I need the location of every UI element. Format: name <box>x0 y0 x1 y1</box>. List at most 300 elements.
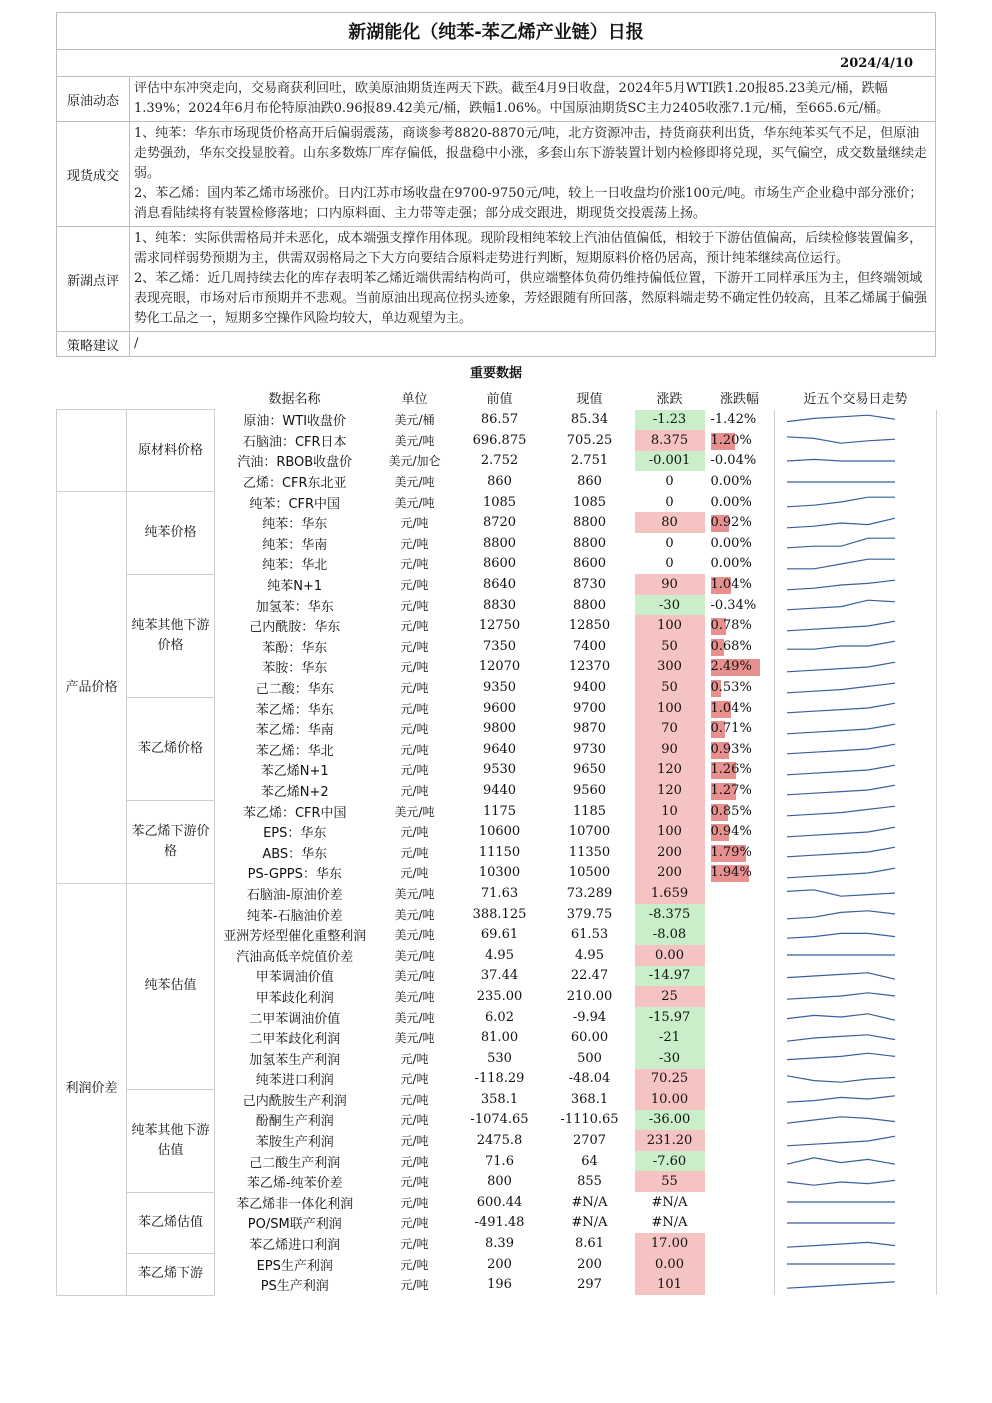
cell-unit: 元/吨 <box>400 763 429 778</box>
sparkline-path <box>787 415 895 421</box>
cell-change-pct <box>705 533 775 554</box>
sparkline-path <box>787 621 895 631</box>
cell-prev-value: 81.00 <box>480 1030 519 1046</box>
cell-curr-value: 8800 <box>572 515 607 531</box>
sparkline-path <box>787 437 895 443</box>
trend-cell <box>775 1254 937 1275</box>
cell-prev-value: 86.57 <box>480 412 519 428</box>
trend-cell <box>775 698 937 719</box>
cell-prev-value: 4.95 <box>485 947 514 963</box>
trend-cell <box>775 863 937 884</box>
cell-curr-value: 1185 <box>572 803 607 819</box>
cell-name: 二甲苯调油价值 <box>249 1011 341 1027</box>
cell-change: 0.00 <box>635 1254 705 1275</box>
pct-text: 0.85% <box>710 803 752 819</box>
cell-name: PO/SM联产利润 <box>247 1217 342 1233</box>
trend-cell <box>775 1213 937 1234</box>
cell-curr-value: 12370 <box>568 659 611 675</box>
cell-change: 50 <box>635 677 705 698</box>
sparkline-path <box>787 1117 895 1123</box>
cell-change: 200 <box>635 842 705 863</box>
cell-change-pct <box>705 1213 775 1234</box>
trend-cell <box>775 718 937 739</box>
cell-change: -8.08 <box>635 924 705 945</box>
cell-unit: 元/吨 <box>400 639 429 654</box>
sparkline-path <box>787 703 895 713</box>
cell-unit: 元/吨 <box>400 701 429 716</box>
pct-text: 2.49% <box>710 659 752 675</box>
cell-prev-value: 10600 <box>478 824 521 840</box>
sparkline-path <box>787 1034 895 1040</box>
pct-text: -0.34% <box>710 597 757 613</box>
sparkline-path <box>787 1053 895 1059</box>
cell-change-pct <box>705 636 775 657</box>
category-cell: 利润价差 <box>57 883 127 1295</box>
sparkline-path <box>787 539 895 549</box>
section-text <box>130 227 936 332</box>
cell-unit: 美元/吨 <box>394 475 435 490</box>
cell-unit: 元/吨 <box>400 1216 429 1231</box>
sparkline-path <box>787 1136 895 1146</box>
sparkline-path <box>787 497 895 507</box>
cell-change-pct <box>705 863 775 884</box>
cell-prev-value: 696.875 <box>472 432 527 448</box>
cell-change-pct <box>705 883 775 904</box>
cell-prev-value: 8.39 <box>485 1236 514 1252</box>
cell-unit: 美元/吨 <box>394 969 435 984</box>
sparkline-path <box>787 724 895 734</box>
cell-change-pct <box>705 760 775 781</box>
cell-unit: 元/吨 <box>400 660 429 675</box>
cell-change: 100 <box>635 615 705 636</box>
cell-prev-value: 6.02 <box>485 1009 514 1025</box>
cell-change: 0 <box>665 494 674 510</box>
cell-curr-value: 8.61 <box>575 1236 604 1252</box>
sparkline-path <box>787 933 895 938</box>
cell-change-pct <box>705 1048 775 1069</box>
cell-prev-value: 8640 <box>482 577 517 593</box>
cell-curr-value: 210.00 <box>566 988 613 1004</box>
cell-change: -30 <box>635 595 705 616</box>
sparkline-path <box>787 1242 895 1247</box>
sparkline-path <box>787 459 895 461</box>
cell-unit: 美元/吨 <box>394 948 435 963</box>
cell-change: 70.25 <box>635 1069 705 1090</box>
cell-curr-value: 200 <box>577 1256 602 1272</box>
cell-prev-value: 1085 <box>482 494 517 510</box>
cell-name: 苯胺：华东 <box>262 661 328 677</box>
cell-name: ABS：华东 <box>262 846 328 862</box>
sparkline <box>775 1172 935 1192</box>
column-header: 涨跌幅 <box>719 391 759 407</box>
sparkline <box>775 966 935 986</box>
trend-cell <box>775 657 937 678</box>
subcategory-cell: 纯苯其他下游价格 <box>127 574 215 698</box>
cell-change-pct <box>705 657 775 678</box>
table-title: 重要数据 <box>469 365 522 381</box>
sparkline-path <box>787 580 895 590</box>
section-label: 策略建议 <box>57 332 130 357</box>
pct-text: 0.94% <box>710 824 752 840</box>
cell-unit: 元/吨 <box>400 742 429 757</box>
sparkline <box>775 1089 935 1109</box>
cell-curr-value: 379.75 <box>566 906 613 922</box>
cell-unit: 美元/吨 <box>394 886 435 901</box>
section-paragraph: 1、纯苯：实际供需格局并未恶化，成本端强支撑作用体现。现阶段相纯苯较上汽油估值偏低，相较于下游估值偏高，后续检修装置偏多，需求同样弱势预期为主，供需双弱格局之下大方向要结合原料走势进行判断，短期原料价格仍居高，预计纯苯继续高位运行。 <box>134 231 923 266</box>
cell-curr-value: 2707 <box>572 1133 607 1149</box>
cell-curr-value: 10700 <box>568 824 611 840</box>
trend-cell <box>775 1048 937 1069</box>
cell-change-pct <box>705 718 775 739</box>
subcategory-cell: 纯苯价格 <box>127 492 215 574</box>
sparkline-path <box>787 1180 895 1185</box>
cell-change-pct <box>705 410 775 431</box>
sparkline <box>775 822 935 842</box>
sparkline <box>775 1007 935 1027</box>
cell-unit: 元/吨 <box>400 516 429 531</box>
cell-prev-value: 9640 <box>482 741 517 757</box>
cell-change-pct <box>705 842 775 863</box>
cell-curr-value: 4.95 <box>575 947 604 963</box>
cell-change-pct <box>705 698 775 719</box>
cell-name: 纯苯N+1 <box>267 579 323 595</box>
trend-cell <box>775 904 937 925</box>
table-row <box>57 492 937 513</box>
cell-change-pct <box>705 1069 775 1090</box>
cell-prev-value: 9440 <box>482 782 517 798</box>
sparkline-path <box>787 973 895 979</box>
cell-prev-value: -118.29 <box>474 1071 525 1087</box>
cell-curr-value: -1110.65 <box>560 1112 619 1128</box>
trend-cell <box>775 1089 937 1110</box>
cell-curr-value: -48.04 <box>568 1071 611 1087</box>
cell-name: 苯酚：华东 <box>262 640 328 656</box>
table-row <box>57 698 937 719</box>
cell-name: 乙烯：CFR东北亚 <box>242 476 347 492</box>
cell-prev-value: -491.48 <box>474 1215 525 1231</box>
sparkline-path <box>787 600 895 610</box>
cell-name: 苯乙烯：华南 <box>255 723 334 739</box>
key-data-table <box>56 385 937 1296</box>
cell-change: 1.659 <box>635 883 705 904</box>
cell-unit: 元/吨 <box>400 866 429 881</box>
sparkline <box>775 657 935 677</box>
cell-prev-value: -1074.65 <box>470 1112 529 1128</box>
cell-change: 50 <box>635 636 705 657</box>
section-text <box>130 332 936 357</box>
sparkline-path <box>787 662 895 672</box>
report-header-table <box>56 12 936 357</box>
sparkline <box>775 1131 935 1151</box>
cell-change: -36.00 <box>635 1110 705 1131</box>
sparkline <box>775 1275 935 1295</box>
cell-change-pct <box>705 1027 775 1048</box>
subcategory-cell: 苯乙烯下游价格 <box>127 801 215 883</box>
column-header: 现值 <box>576 391 603 407</box>
cell-curr-value: 64 <box>581 1153 598 1169</box>
cell-unit: 元/吨 <box>400 619 429 634</box>
cell-unit: 元/吨 <box>400 845 429 860</box>
cell-prev-value: 600.44 <box>476 1194 523 1210</box>
cell-name: EPS：华东 <box>263 826 327 842</box>
sparkline-path <box>787 1014 895 1020</box>
cell-change: 70 <box>635 718 705 739</box>
cell-change: 25 <box>635 986 705 1007</box>
sparkline-path <box>787 993 895 999</box>
cell-unit: 元/吨 <box>400 1257 429 1272</box>
sparkline <box>775 616 935 636</box>
cell-unit: 美元/吨 <box>394 907 435 922</box>
pct-text: 0.00% <box>710 474 752 490</box>
trend-cell <box>775 430 937 451</box>
sparkline <box>775 513 935 533</box>
column-header: 涨跌 <box>656 391 683 407</box>
trend-cell <box>775 883 937 904</box>
cell-unit: 元/吨 <box>400 1072 429 1087</box>
pct-text: 1.26% <box>710 762 752 778</box>
sparkline-path <box>787 806 895 816</box>
sparkline <box>775 945 935 965</box>
sparkline <box>775 760 935 780</box>
table-row <box>57 410 937 431</box>
cell-name: 汽油高低辛烷值价差 <box>236 949 354 965</box>
report-sheet <box>56 12 936 1296</box>
cell-prev-value: 235.00 <box>476 988 523 1004</box>
cell-prev-value: 358.1 <box>480 1091 519 1107</box>
sparkline <box>775 925 935 945</box>
cell-change-pct <box>705 966 775 987</box>
cell-prev-value: 196 <box>487 1277 512 1293</box>
table-row <box>57 1254 937 1275</box>
cell-name: 苯乙烯-纯苯价差 <box>246 1176 343 1192</box>
sparkline <box>775 986 935 1006</box>
sparkline-path <box>787 1158 895 1164</box>
pct-text: 0.78% <box>710 618 752 634</box>
cell-name: 苯胺生产利润 <box>255 1135 334 1151</box>
cell-unit: 元/吨 <box>400 557 429 572</box>
cell-curr-value: -9.94 <box>572 1009 607 1025</box>
cell-curr-value: 1085 <box>572 494 607 510</box>
section-label: 现货成交 <box>57 122 130 227</box>
category-cell: 产品价格 <box>57 492 127 883</box>
cell-curr-value: 8800 <box>572 597 607 613</box>
section-paragraph: 2、苯乙烯：近几周持续去化的库存表明苯乙烯近端供需结构尚可，供应端整体负荷仍维持偏低位置，下游开工同样承压为主，但终端领域表现亮眼，市场对后市预期并不悲观。当前原油出现高位拐头迹象，芳烃跟随有所回落，然原料端走势不确定性仍较高，且苯乙烯属于偏强势化工品之一，短期多空操作风险均较大，单边观望为主。 <box>134 271 928 326</box>
cell-unit: 元/吨 <box>400 722 429 737</box>
sparkline <box>775 492 935 512</box>
cell-curr-value: 10500 <box>568 865 611 881</box>
cell-prev-value: 71.63 <box>480 885 519 901</box>
cell-change: 0 <box>665 474 674 490</box>
cell-unit: 元/吨 <box>400 1154 429 1169</box>
sparkline-path <box>787 847 895 857</box>
cell-unit: 美元/吨 <box>394 495 435 510</box>
cell-change-pct <box>705 986 775 1007</box>
cell-unit: 美元/桶 <box>394 413 435 428</box>
trend-cell <box>775 801 937 822</box>
cell-change: 120 <box>635 760 705 781</box>
sparkline-path <box>787 642 895 650</box>
cell-change: #N/A <box>651 1194 688 1210</box>
pct-text: -0.04% <box>710 453 757 469</box>
cell-curr-value: 500 <box>577 1050 602 1066</box>
cell-unit: 美元/吨 <box>394 804 435 819</box>
sparkline <box>775 719 935 739</box>
trend-cell <box>775 924 937 945</box>
cell-curr-value: 9650 <box>572 762 607 778</box>
column-header: 数据名称 <box>268 391 321 407</box>
cell-prev-value: 9600 <box>482 700 517 716</box>
trend-cell <box>775 410 937 431</box>
trend-cell <box>775 636 937 657</box>
pct-text: 0.68% <box>710 638 752 654</box>
sparkline <box>775 1048 935 1068</box>
cell-change: 100 <box>635 821 705 842</box>
cell-change-pct <box>705 574 775 595</box>
cell-name: 石脑油-原油价差 <box>246 887 343 903</box>
pct-text: 1.94% <box>710 865 752 881</box>
cell-change-pct <box>705 471 775 492</box>
cell-name: 纯苯：CFR中国 <box>249 496 341 512</box>
table-row <box>57 801 937 822</box>
sparkline-path <box>787 518 895 528</box>
cell-change-pct <box>705 904 775 925</box>
cell-prev-value: 860 <box>487 474 512 490</box>
cell-prev-value: 69.61 <box>480 927 519 943</box>
cell-curr-value: #N/A <box>571 1194 608 1210</box>
table-row <box>57 1089 937 1110</box>
cell-change: -0.001 <box>635 451 705 472</box>
cell-curr-value: 860 <box>577 474 602 490</box>
cell-change: -1.23 <box>635 410 705 431</box>
sparkline <box>775 904 935 924</box>
cell-change: 10 <box>635 801 705 822</box>
cell-prev-value: 8720 <box>482 515 517 531</box>
cell-name: 甲苯歧化利润 <box>255 990 334 1006</box>
trend-cell <box>775 1110 937 1131</box>
sparkline <box>775 451 935 471</box>
trend-cell <box>775 821 937 842</box>
sparkline <box>775 1254 935 1274</box>
section-paragraph: 2、苯乙烯：国内苯乙烯市场涨价。日内江苏市场收盘在9700-9750元/吨，较上一日收盘均价涨100元/吨。市场生产企业稳中部分涨价；消息看陆续将有装置检修落地；口内原料面、主力带等走强；部分成交跟进，期现货交投震荡上扬。 <box>134 186 923 221</box>
cell-curr-value: 705.25 <box>566 432 613 448</box>
sparkline-path <box>787 559 895 569</box>
cell-change-pct <box>705 1089 775 1110</box>
sparkline <box>775 678 935 698</box>
sparkline <box>775 533 935 553</box>
sparkline <box>775 698 935 718</box>
sparkline-path <box>787 786 895 796</box>
sparkline <box>775 472 935 492</box>
trend-cell <box>775 760 937 781</box>
cell-prev-value: 530 <box>487 1050 512 1066</box>
cell-name: 原油：WTI收盘价 <box>243 414 347 430</box>
cell-curr-value: 8600 <box>572 556 607 572</box>
cell-name: PS生产利润 <box>260 1279 329 1295</box>
trend-cell <box>775 1130 937 1151</box>
cell-change-pct <box>705 451 775 472</box>
trend-cell <box>775 739 937 760</box>
cell-change: 80 <box>635 512 705 533</box>
cell-name: 己内酰胺生产利润 <box>242 1093 347 1109</box>
cell-change: 17.00 <box>635 1233 705 1254</box>
cell-change: 0 <box>665 535 674 551</box>
sparkline <box>775 1213 935 1233</box>
cell-unit: 元/吨 <box>400 1195 429 1210</box>
cell-curr-value: 9730 <box>572 741 607 757</box>
cell-unit: 美元/吨 <box>394 928 435 943</box>
cell-unit: 美元/吨 <box>394 1031 435 1046</box>
trend-cell <box>775 677 937 698</box>
cell-name: 甲苯调油价值 <box>255 970 334 986</box>
trend-cell <box>775 1192 937 1213</box>
cell-change: 231.20 <box>635 1130 705 1151</box>
cell-prev-value: 8800 <box>482 535 517 551</box>
cell-curr-value: 8730 <box>572 577 607 593</box>
cell-unit: 元/吨 <box>400 1051 429 1066</box>
category-cell <box>57 410 127 492</box>
section-paragraph: 评估中东冲突走向，交易商获利回吐，欧美原油期货连两天下跌。截至4月9日收盘，2024年5月WTI跌1.20报85.23美元/桶，跌幅1.39%；2024年6月布伦特原油跌0.96报89.42美元/桶，跌幅1.06%。中国原油期货SC主力2405收涨7.1元/桶，至665.6元/桶。 <box>134 81 890 116</box>
cell-change-pct <box>705 780 775 801</box>
pct-text: 1.27% <box>710 782 752 798</box>
cell-name: 苯乙烯：CFR中国 <box>242 805 347 821</box>
trend-cell <box>775 1151 937 1172</box>
trend-cell <box>775 945 937 966</box>
cell-curr-value: 9700 <box>572 700 607 716</box>
cell-name: 苯乙烯非一体化利润 <box>236 1196 354 1212</box>
cell-name: 纯苯进口利润 <box>255 1073 334 1089</box>
trend-cell <box>775 512 937 533</box>
sparkline-path <box>787 683 895 693</box>
sparkline <box>775 780 935 800</box>
cell-unit: 元/吨 <box>400 1175 429 1190</box>
cell-prev-value: 8830 <box>482 597 517 613</box>
cell-prev-value: 200 <box>487 1256 512 1272</box>
cell-change-pct <box>705 554 775 575</box>
trend-cell <box>775 966 937 987</box>
sparkline <box>775 842 935 862</box>
cell-prev-value: 2.752 <box>480 453 519 469</box>
cell-unit: 元/吨 <box>400 681 429 696</box>
cell-unit: 美元/吨 <box>394 1010 435 1025</box>
sparkline <box>775 1028 935 1048</box>
cell-curr-value: 368.1 <box>570 1091 609 1107</box>
trend-cell <box>775 1027 937 1048</box>
pct-text: 1.20% <box>710 432 752 448</box>
cell-change: -14.97 <box>635 966 705 987</box>
sparkline <box>775 801 935 821</box>
trend-cell <box>775 986 937 1007</box>
subcategory-cell: 苯乙烯价格 <box>127 698 215 801</box>
cell-change: 8.375 <box>635 430 705 451</box>
cell-name: 己内酰胺：华东 <box>249 620 341 636</box>
subcategory-cell: 纯苯估值 <box>127 883 215 1089</box>
cell-prev-value: 7350 <box>482 638 517 654</box>
sparkline-path <box>787 1282 895 1288</box>
sparkline <box>775 1110 935 1130</box>
cell-name: 苯乙烯N+2 <box>260 784 329 800</box>
sparkline <box>775 739 935 759</box>
cell-name: 加氢苯：华东 <box>255 599 334 615</box>
cell-curr-value: 22.47 <box>570 968 609 984</box>
cell-prev-value: 9350 <box>482 680 517 696</box>
trend-cell <box>775 615 937 636</box>
cell-curr-value: 855 <box>577 1174 602 1190</box>
cell-name: 己二酸：华东 <box>255 682 334 698</box>
cell-change-pct <box>705 821 775 842</box>
sparkline-path <box>787 1076 895 1082</box>
pct-text: 1.04% <box>710 577 752 593</box>
subcategory-cell: 原材料价格 <box>127 410 215 492</box>
